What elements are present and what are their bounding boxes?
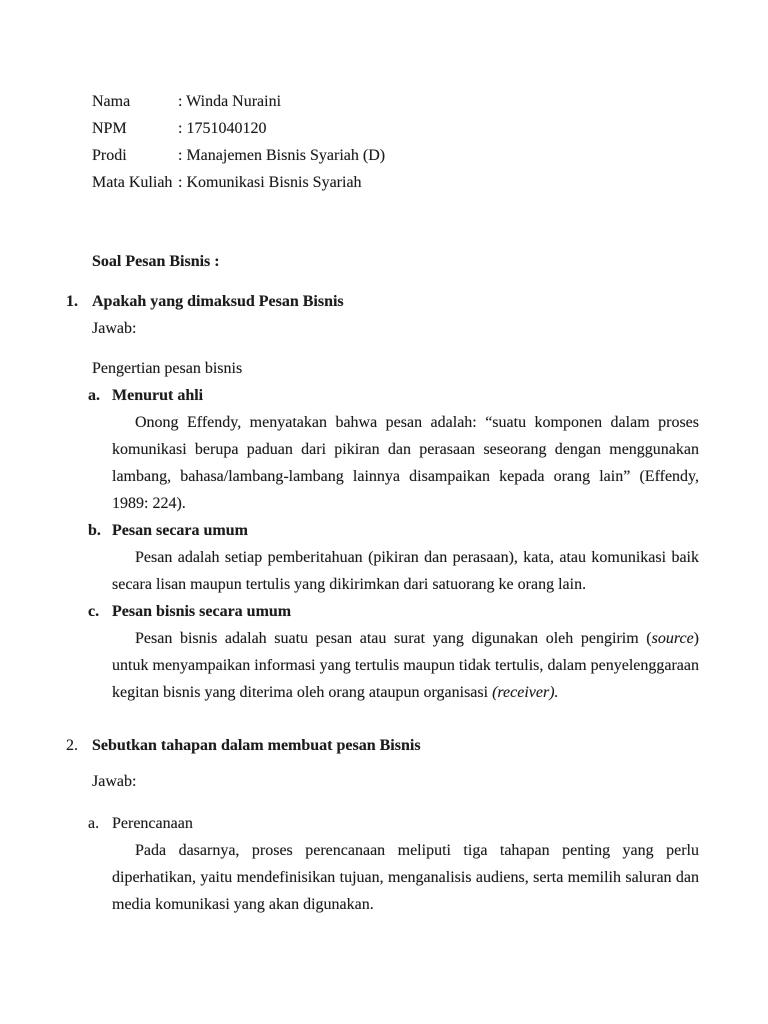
question-1-intro: Pengertian pesan bisnis xyxy=(92,360,243,377)
q2-item-a-heading: Perencanaan xyxy=(112,815,193,832)
info-row-prodi xyxy=(92,142,699,169)
info-label: Nama xyxy=(92,93,131,110)
q1-item-c-marker: c. xyxy=(88,603,100,620)
info-value: : Winda Nuraini xyxy=(178,93,282,110)
q1-item-b-heading: Pesan secara umum xyxy=(112,522,248,539)
section-title: Soal Pesan Bisnis : xyxy=(92,253,220,270)
q2-item-a xyxy=(88,810,699,918)
q1-item-c-body-part: Pesan bisnis adalah suatu pesan atau surat yang digunakan oleh pengirim ( xyxy=(135,630,652,647)
q1-item-b-marker: b. xyxy=(88,522,101,539)
q1-item-b-body: Pesan adalah setiap pemberitahuan (pikiran dan perasaan), kata, atau komunikasi baik secara lisan maupun tertulis yang dikirimkan dari satuorang ke orang lain. xyxy=(112,549,699,593)
info-label: Mata Kuliah xyxy=(92,174,173,191)
question-1 xyxy=(66,288,699,706)
info-row-mata-kuliah xyxy=(92,169,699,196)
info-row-nama xyxy=(92,88,699,115)
student-info xyxy=(92,88,699,196)
q1-item-c-body-italic: (receiver). xyxy=(492,684,559,701)
q2-item-a-body: Pada dasarnya, proses perencanaan meliputi tiga tahapan penting yang perlu diperhatikan, yaitu mendefinisikan tujuan, menganalisis audiens, serta memilih saluran dan media komunikasi yang akan digunakan. xyxy=(112,842,699,913)
info-label: Prodi xyxy=(92,147,127,164)
info-label: NPM xyxy=(92,120,127,137)
q1-item-c-body xyxy=(112,625,699,706)
q1-item-a-body: Onong Effendy, menyatakan bahwa pesan adalah: “suatu komponen dalam proses komunikasi berupa paduan dari pikiran dan perasaan seseorang dengan menggunakan lambang, bahasa/lambang-lambang lainnya disampaikan kepada orang lain” (Effendy, 1989: 224). xyxy=(112,414,699,512)
q1-item-c-body-part: ) untuk menyampaikan informasi yang tertulis maupun tidak tertulis, dalam penyelenggaraan kegitan bisnis yang diterima oleh orang ataupun organisasi xyxy=(112,630,699,701)
info-value: : 1751040120 xyxy=(178,120,267,137)
info-value: : Komunikasi Bisnis Syariah xyxy=(178,174,362,191)
question-2-number: 2. xyxy=(66,737,78,754)
q2-item-a-marker: a. xyxy=(88,815,100,832)
question-1-text: Apakah yang dimaksud Pesan Bisnis xyxy=(92,293,344,310)
q1-item-c-body-italic: source xyxy=(651,630,694,647)
q1-item-b xyxy=(88,517,699,598)
info-value: : Manajemen Bisnis Syariah (D) xyxy=(178,147,386,164)
question-2-text: Sebutkan tahapan dalam membuat pesan Bisnis xyxy=(92,737,421,754)
q1-item-c-heading: Pesan bisnis secara umum xyxy=(112,603,292,620)
question-2 xyxy=(66,732,699,918)
q1-item-c xyxy=(88,598,699,706)
document-content xyxy=(66,0,699,918)
q1-item-a xyxy=(88,382,699,517)
question-2-answer-label: Jawab: xyxy=(92,773,137,790)
question-1-answer-label: Jawab: xyxy=(92,320,137,337)
q1-item-a-heading: Menurut ahli xyxy=(112,387,204,404)
q1-item-a-marker: a. xyxy=(88,387,100,404)
question-1-number: 1. xyxy=(66,293,78,310)
info-row-npm xyxy=(92,115,699,142)
